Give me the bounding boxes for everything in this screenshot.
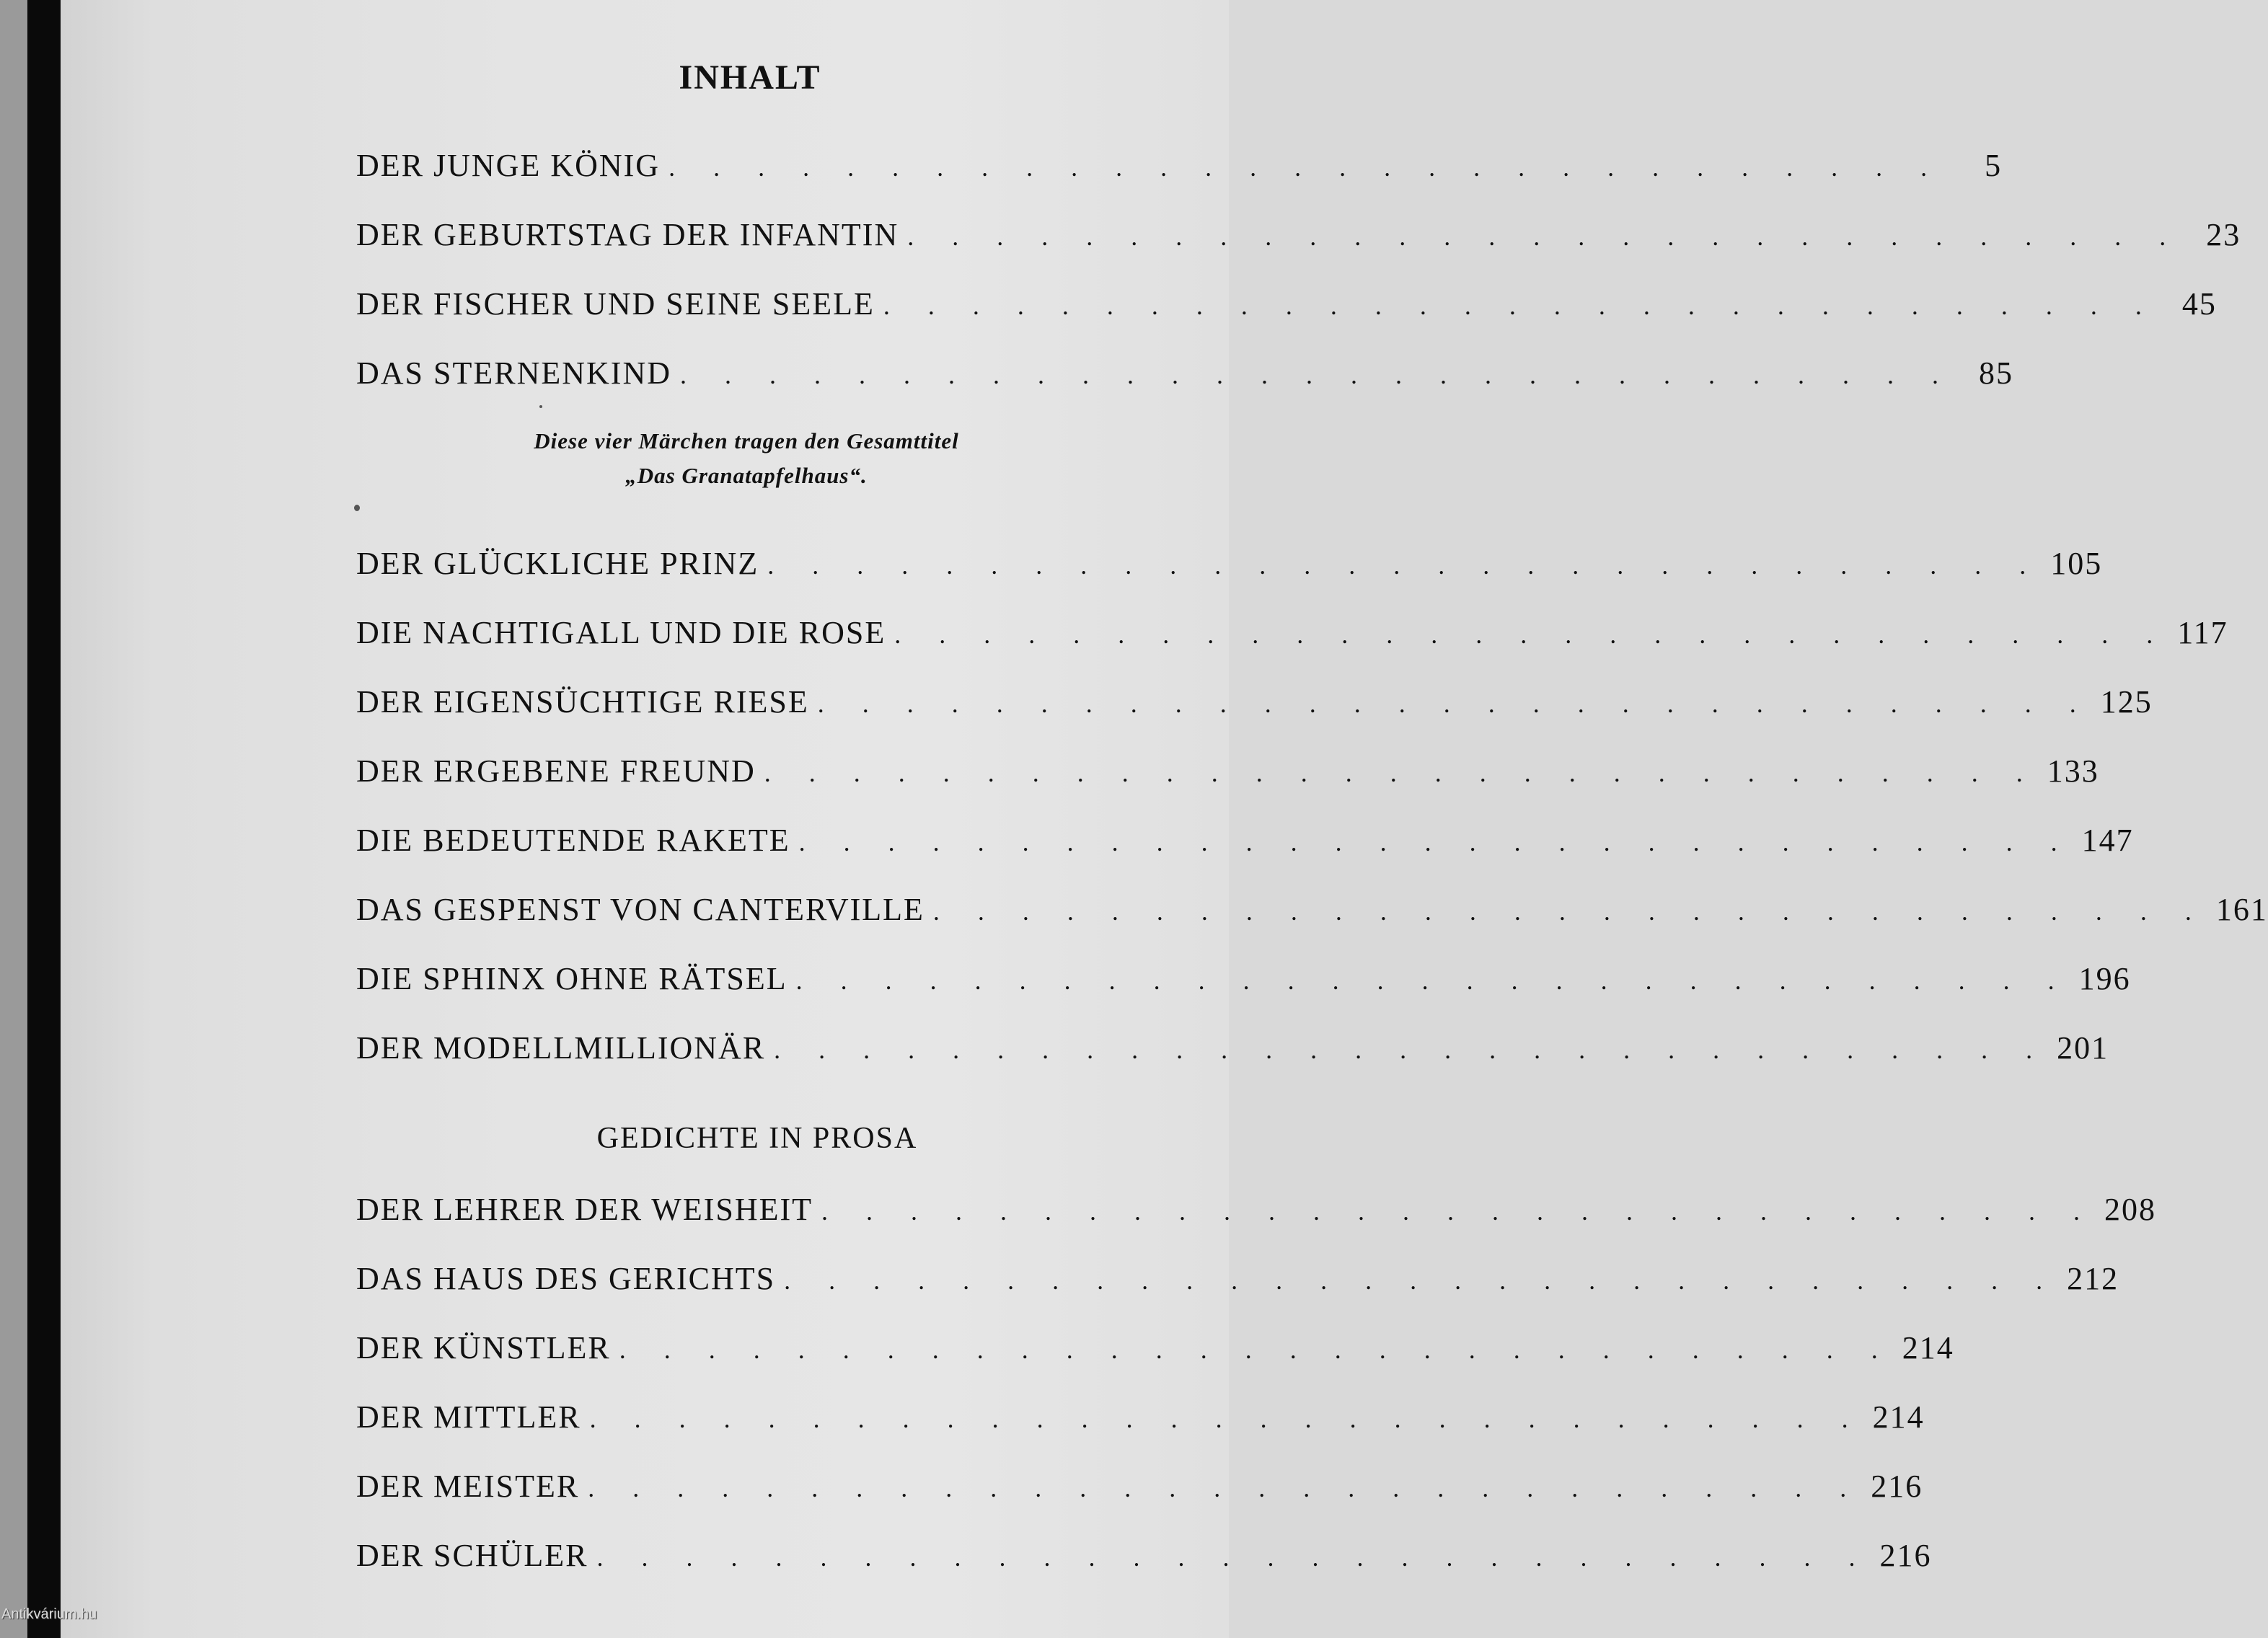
toc-entry-title: DER SCHÜLER <box>356 1538 588 1573</box>
book-spine <box>0 0 27 1638</box>
leader-dots: . . . . . . . . . . . . . . . . . . . . . . . . . . . . . <box>669 153 1943 182</box>
toc-entry-title: DAS STERNENKIND <box>356 355 671 391</box>
toc-entry-title: DER LEHRER DER WEISHEIT <box>356 1192 813 1227</box>
toc-entry <box>356 1329 1954 1370</box>
page-title: INHALT <box>679 58 821 97</box>
toc-entry-page: 212 <box>2067 1261 2119 1296</box>
leader-dots: . . . . . . . . . . . . . . . . . . . . . . . . . . . . . <box>817 689 2092 718</box>
leader-dots: . . . . . . . . . . . . . . . . . . . . . . . . . . . . . <box>680 360 1954 389</box>
toc-entry-page: 117 <box>2177 615 2228 650</box>
toc-entry-page: 216 <box>1871 1469 1923 1504</box>
toc-entry <box>356 753 2099 793</box>
leader-dots: . . . . . . . . . . . . . . . . . . . . . . . . . . . . . <box>767 551 2042 580</box>
watermark: Antikvárium.hu <box>1 1606 97 1622</box>
note-line-1: Diese vier Märchen tragen den Gesamttitel <box>534 428 959 453</box>
leader-dots: . . . . . . . . . . . . . . . . . . . . . . . . . . . . . <box>589 1404 1864 1433</box>
leader-dots: . . . . . . . . . . . . . . . . . . . . . . . . . . . . . <box>798 828 2073 856</box>
paper-speck <box>539 405 542 408</box>
toc-entry-title: DER FISCHER UND SEINE SEELE <box>356 286 875 322</box>
toc-entry-title: DER ERGEBENE FREUND <box>356 753 756 789</box>
toc-entry-page: 125 <box>2100 684 2153 720</box>
toc-entry-page: 5 <box>1985 148 2003 183</box>
page-shadow-edge <box>27 0 61 1638</box>
toc-entry-page: 23 <box>2206 217 2241 252</box>
leader-dots: . . . . . . . . . . . . . . . . . . . . . . . . . . . . . <box>821 1197 2096 1226</box>
toc-entry-title: DER GLÜCKLICHE PRINZ <box>356 546 759 581</box>
section-heading: GEDICHTE IN PROSA <box>596 1122 918 1155</box>
toc-entry-page: 201 <box>2057 1030 2109 1066</box>
toc-entry <box>356 355 2013 395</box>
toc-entry <box>356 614 2228 655</box>
leader-dots: . . . . . . . . . . . . . . . . . . . . . . . . . . . . . <box>764 758 2039 787</box>
toc-entry <box>356 1260 2119 1301</box>
leader-dots: . . . . . . . . . . . . . . . . . . . . . . . . . . . . . <box>588 1474 1863 1502</box>
toc-entry-title: DIE BEDEUTENDE RAKETE <box>356 823 790 858</box>
toc-entry <box>356 1191 2157 1231</box>
toc-entry <box>356 545 2103 585</box>
toc-entry <box>356 822 2134 862</box>
toc-entry <box>356 683 2153 724</box>
toc-entry <box>356 960 2131 1001</box>
toc-entry <box>356 1399 1925 1439</box>
toc-entry-title: DIE SPHINX OHNE RÄTSEL <box>356 961 787 996</box>
toc-entry-page: 214 <box>1902 1330 1954 1365</box>
toc-entry-title: DER GEBURTSTAG DER INFANTIN <box>356 217 899 252</box>
leader-dots: . . . . . . . . . . . . . . . . . . . . . . . . . . . . . <box>883 291 2158 320</box>
toc-entry-title: DER MODELLMILLIONÄR <box>356 1030 766 1066</box>
toc-entry-page: 147 <box>2081 823 2134 858</box>
toc-entry-title: DAS GESPENST VON CANTERVILLE <box>356 892 925 927</box>
toc-entry-title: DAS HAUS DES GERICHTS <box>356 1261 776 1296</box>
toc-entry-title: DIE NACHTIGALL UND DIE ROSE <box>356 615 886 650</box>
toc-entry-page: 216 <box>1879 1538 1932 1573</box>
note-line-2: „Das Granatapfelhaus“. <box>625 463 868 488</box>
toc-entry-page: 214 <box>1872 1399 1925 1435</box>
toc-entry <box>356 285 2217 326</box>
leader-dots: . . . . . . . . . . . . . . . . . . . . . . . . . . . . . <box>907 222 2182 251</box>
paper-speck <box>354 505 360 511</box>
toc-entry <box>356 1030 2109 1070</box>
toc-entry-title: DER KÜNSTLER <box>356 1330 611 1365</box>
leader-dots: . . . . . . . . . . . . . . . . . . . . . . . . . . . . . <box>784 1266 2059 1295</box>
toc-entry-page: 161 <box>2215 892 2268 927</box>
toc-entry-title: DER JUNGE KÖNIG <box>356 148 661 183</box>
collection-note <box>462 424 1031 493</box>
toc-entry-page: 105 <box>2050 546 2103 581</box>
toc-entry <box>356 1468 1923 1508</box>
toc-entry-page: 196 <box>2078 961 2131 996</box>
leader-dots: . . . . . . . . . . . . . . . . . . . . . . . . . . . . . <box>596 1543 1871 1572</box>
toc-entry <box>356 147 2003 187</box>
toc-entry-title: DER MITTLER <box>356 1399 581 1435</box>
toc-entry <box>356 1537 1932 1577</box>
toc-entry-page: 133 <box>2047 753 2099 789</box>
leader-dots: . . . . . . . . . . . . . . . . . . . . . . . . . . . . . <box>894 620 2169 649</box>
toc-entry-page: 85 <box>1979 355 2013 391</box>
toc-entry-title: DER MEISTER <box>356 1469 580 1504</box>
toc-entry-title: DER EIGENSÜCHTIGE RIESE <box>356 684 809 720</box>
toc-entry-page: 208 <box>2104 1192 2157 1227</box>
leader-dots: . . . . . . . . . . . . . . . . . . . . . . . . . . . . . <box>795 966 2070 995</box>
leader-dots: . . . . . . . . . . . . . . . . . . . . . . . . . . . . . <box>619 1335 1894 1364</box>
leader-dots: . . . . . . . . . . . . . . . . . . . . . . . . . . . . . <box>932 897 2207 926</box>
toc-entry <box>356 216 2241 257</box>
leader-dots: . . . . . . . . . . . . . . . . . . . . . . . . . . . . . <box>774 1035 2049 1064</box>
toc-entry <box>356 891 2268 931</box>
toc-entry-page: 45 <box>2181 286 2217 322</box>
